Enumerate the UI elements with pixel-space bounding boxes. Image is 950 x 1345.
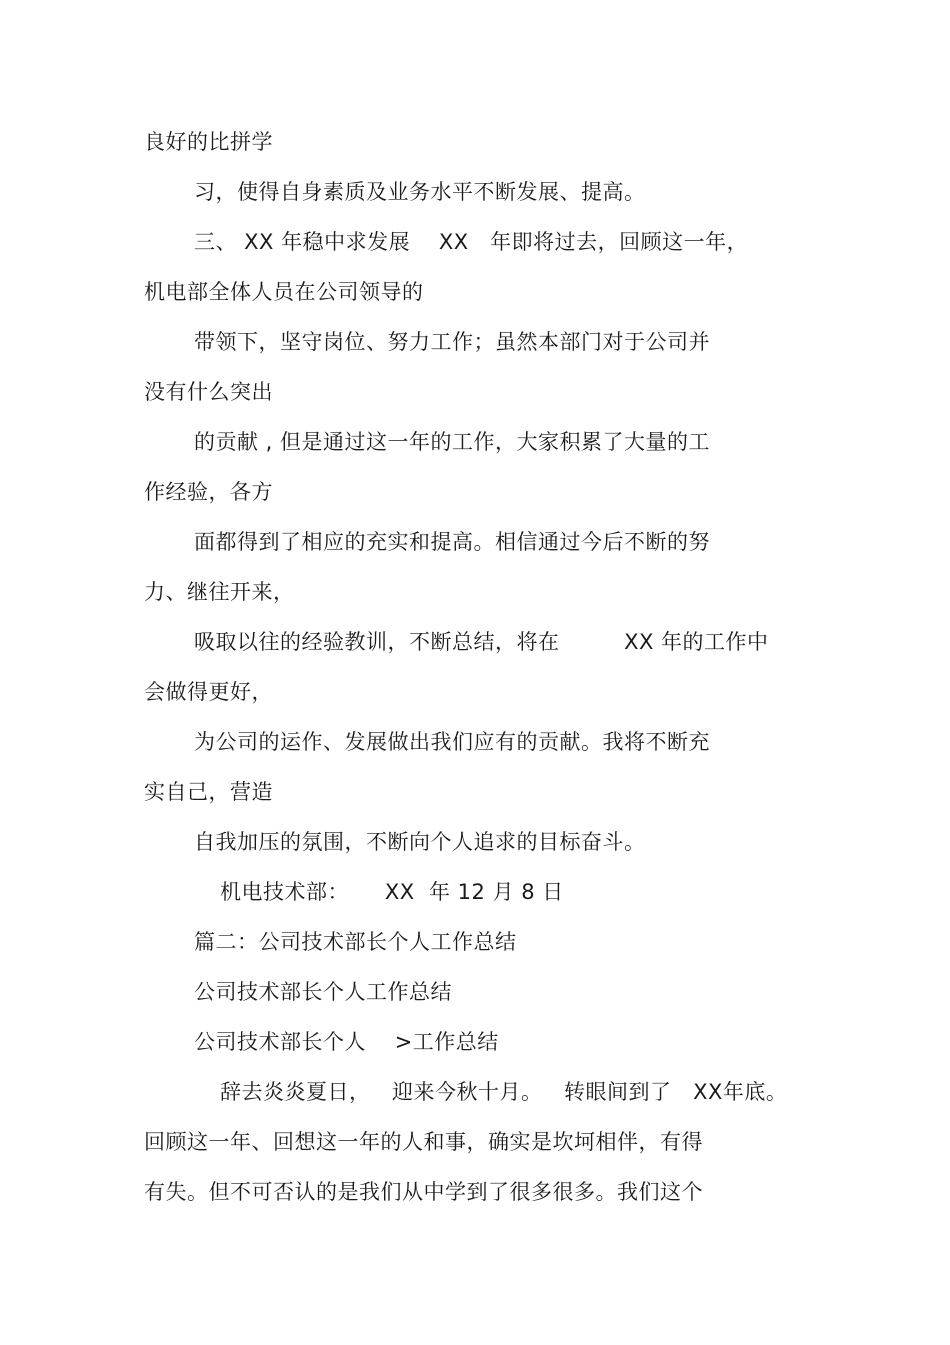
text-line: 带领下，坚守岗位、努力工作；虽然本部门对于公司并 xyxy=(194,330,710,354)
text-line: 没有什么突出 xyxy=(144,380,273,404)
text-line: 有失。但不可否认的是我们从中学到了很多很多。我们这个 xyxy=(144,1180,703,1204)
text-line: 机电部全体人员在公司领导的 xyxy=(144,280,424,304)
document-title: 公司技术部长个人工作总结 xyxy=(194,980,452,1004)
text-line: 自我加压的氛围，不断向个人追求的目标奋斗。 xyxy=(194,830,646,854)
chapter-title: 篇二：公司技术部长个人工作总结 xyxy=(194,930,517,954)
text-line: 为公司的运作、发展做出我们应有的贡献。我将不断充 xyxy=(194,730,710,754)
text-line: 实自己，营造 xyxy=(144,780,273,804)
text-line: 辞去炎炎夏日， 迎来今秋十月。 转眼间到了 XX年底。 xyxy=(220,1080,788,1104)
section-heading-line: 三、 XX 年稳中求发展 XX 年即将过去，回顾这一年， xyxy=(194,230,749,254)
text-line: 的贡献 , 但是通过这一年的工作，大家积累了大量的工 xyxy=(194,430,711,454)
text-line: 回顾这一年、回想这一年的人和事，确实是坎坷相伴，有得 xyxy=(144,1130,703,1154)
text-line: 良好的比拼学 xyxy=(144,130,273,154)
text-line: 力、继往开来， xyxy=(144,580,295,604)
signature-date-line: 机电技术部： XX 年 12 月 8 日 xyxy=(220,880,564,904)
text-line: 作经验，各方 xyxy=(144,480,273,504)
text-line: 习，使得自身素质及业务水平不断发展、提高。 xyxy=(194,180,646,204)
text-line: 吸取以往的经验教训，不断总结，将在 XX 年的工作中 xyxy=(194,630,769,654)
document-subtitle: 公司技术部长个人 >工作总结 xyxy=(194,1030,499,1054)
text-line: 会做得更好， xyxy=(144,680,273,704)
text-line: 面都得到了相应的充实和提高。相信通过今后不断的努 xyxy=(194,530,710,554)
